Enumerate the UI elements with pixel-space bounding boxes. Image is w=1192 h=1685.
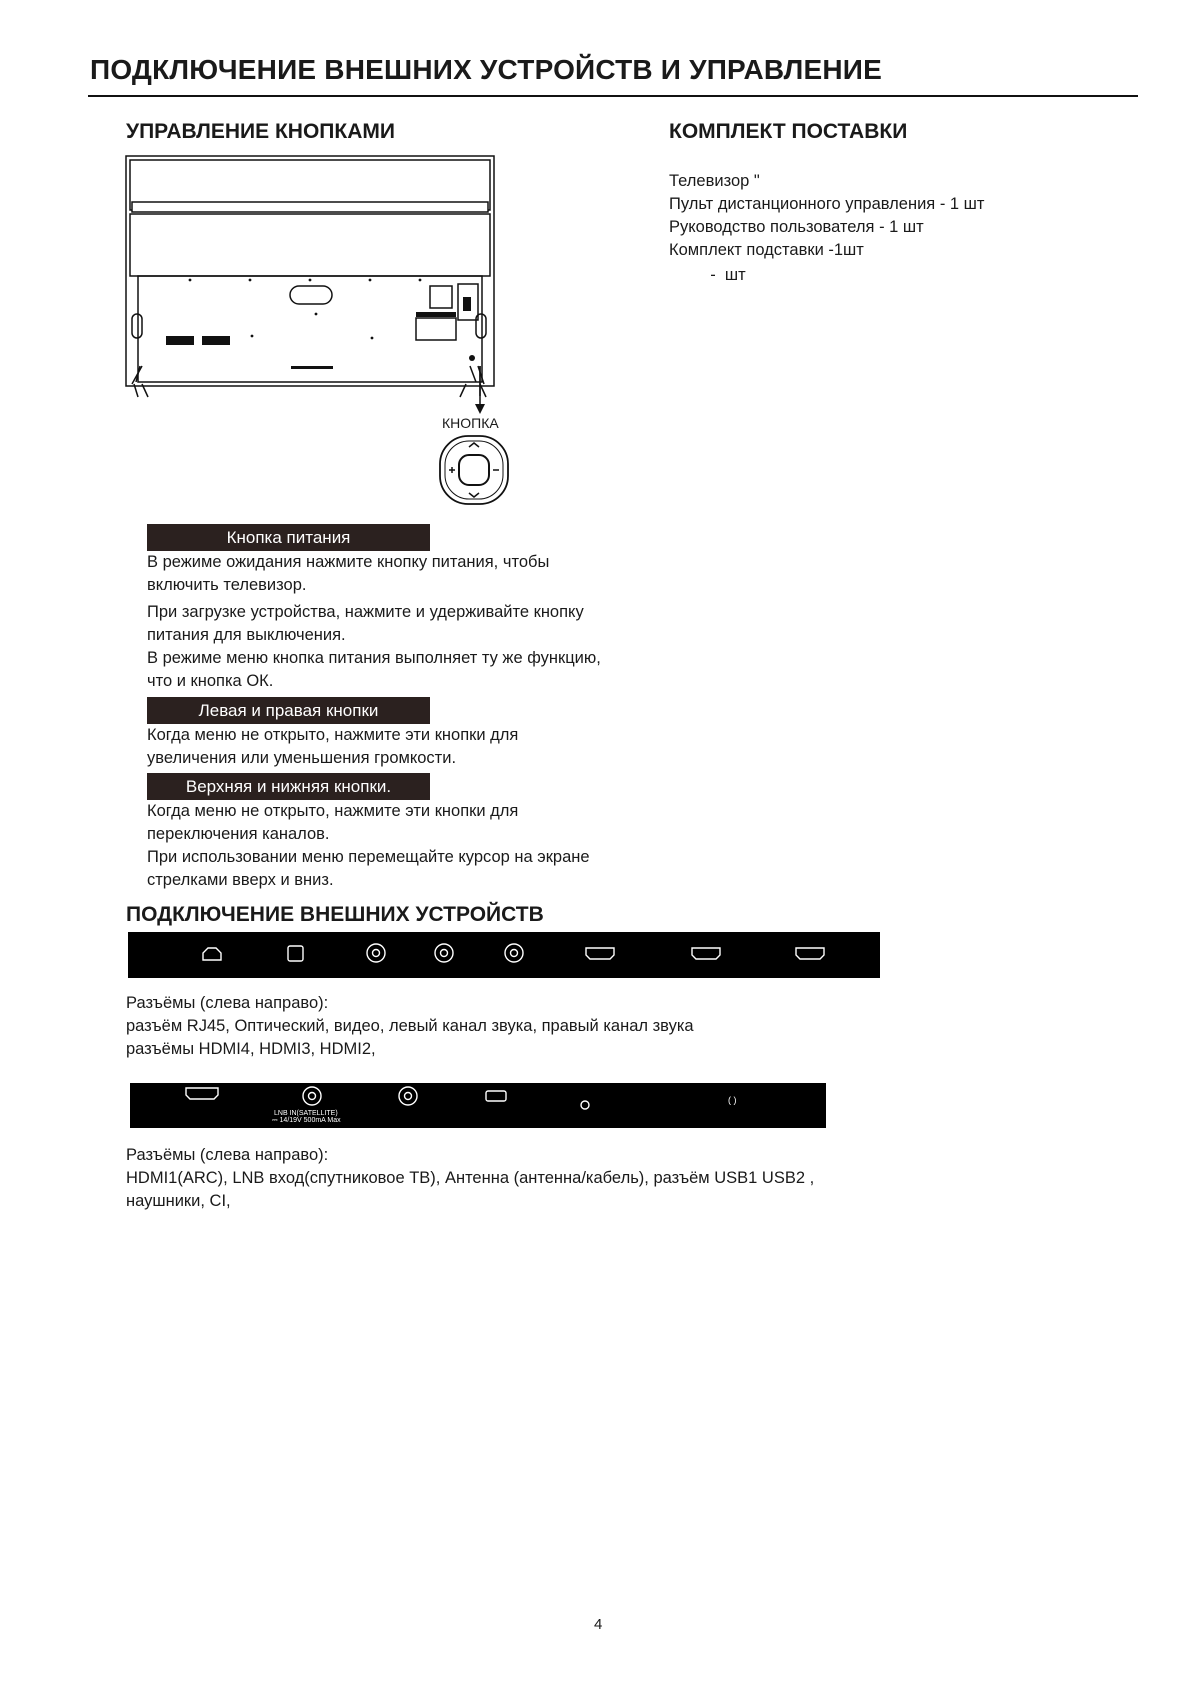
- package-item: Комплект подставки -1шт: [669, 241, 864, 259]
- package-heading: КОМПЛЕКТ ПОСТАВКИ: [669, 120, 908, 143]
- antenna-port-icon: [399, 1087, 417, 1105]
- headphone-port-icon: [581, 1101, 589, 1109]
- left-right-description: [147, 724, 518, 770]
- tv-rear-illustration: [120, 152, 500, 402]
- package-item: Телевизор ": [669, 172, 760, 190]
- text-line: HDMI1(ARC), LNB вход(спутниковое ТВ), Антенна (антенна/кабель), разъём USB1 USB2 ,: [126, 1169, 815, 1187]
- port-panel-2-description: [126, 1144, 814, 1213]
- hdmi4-port-icon: [586, 948, 614, 959]
- package-list: [669, 170, 984, 287]
- port-panel-1-description: [126, 992, 694, 1061]
- package-item: Руководство пользователя - 1 шт: [669, 218, 924, 236]
- arrow-down-icon: [470, 366, 490, 416]
- lnb-voltage-label: ⎓ 14/19V 500mA Max: [272, 1117, 341, 1124]
- port-panel-1-icons: [128, 932, 880, 978]
- text-line: При использовании меню перемещайте курсор на экране: [147, 848, 590, 866]
- left-right-buttons-bar: Левая и правая кнопки: [147, 697, 430, 724]
- audio-left-port-icon: [435, 944, 453, 962]
- text-line: что и кнопка ОК.: [147, 672, 274, 690]
- text-line: разъёмы HDMI4, HDMI3, HDMI2,: [126, 1040, 376, 1058]
- hdmi1-arc-port-icon: [186, 1088, 218, 1099]
- port-panel-2-icons: [130, 1083, 826, 1128]
- text-line: увеличения или уменьшения громкости.: [147, 749, 457, 767]
- connections-heading: ПОДКЛЮЧЕНИЕ ВНЕШНИХ УСТРОЙСТВ: [126, 903, 544, 926]
- page-title: ПОДКЛЮЧЕНИЕ ВНЕШНИХ УСТРОЙСТВ И УПРАВЛЕНИЕ: [90, 54, 882, 85]
- joystick-button-icon: [438, 434, 510, 506]
- text-line: разъём RJ45, Оптический, видео, левый канал звука, правый канал звука: [126, 1017, 694, 1035]
- audio-right-port-icon: [505, 944, 523, 962]
- up-down-buttons-bar: Верхняя и нижняя кнопки.: [147, 773, 430, 800]
- text-line: Разъёмы (слева направо):: [126, 994, 329, 1012]
- package-item: Пульт дистанционного управления - 1 шт: [669, 195, 985, 213]
- lnb-port-icon: [303, 1087, 321, 1105]
- up-down-description: [147, 800, 590, 892]
- optical-port-icon: [288, 946, 303, 961]
- power-button-bar: Кнопка питания: [147, 524, 430, 551]
- port-panel-2: [130, 1083, 826, 1128]
- text-line: включить телевизор.: [147, 576, 307, 594]
- hdmi2-port-icon: [796, 948, 824, 959]
- page-number: 4: [594, 1616, 603, 1633]
- text-line: питания для выключения.: [147, 626, 346, 644]
- text-line: наушники, CI,: [126, 1192, 231, 1210]
- video-port-icon: [367, 944, 385, 962]
- text-line: Разъёмы (слева направо):: [126, 1146, 329, 1164]
- power-button-description: [147, 551, 601, 693]
- hdmi3-port-icon: [692, 948, 720, 959]
- text-line: При загрузке устройства, нажмите и удерживайте кнопку: [147, 603, 584, 621]
- rj45-port-icon: [203, 948, 221, 960]
- text-line: В режиме меню кнопка питания выполняет ту же функцию,: [147, 649, 601, 667]
- text-line: Когда меню не открыто, нажмите эти кнопки для: [147, 802, 519, 820]
- lnb-label: LNB IN(SATELLITE): [274, 1110, 338, 1117]
- text-line: переключения каналов.: [147, 825, 330, 843]
- port-panel-1: [128, 932, 880, 978]
- package-item: - шт: [669, 266, 746, 284]
- ci-slot-marks: ( ): [728, 1095, 737, 1105]
- text-line: стрелками вверх и вниз.: [147, 871, 334, 889]
- button-label: КНОПКА: [442, 415, 499, 431]
- button-control-heading: УПРАВЛЕНИЕ КНОПКАМИ: [126, 120, 395, 143]
- usb-port-icon: [486, 1091, 506, 1101]
- text-line: В режиме ожидания нажмите кнопку питания, чтобы: [147, 553, 550, 571]
- text-line: Когда меню не открыто, нажмите эти кнопки для: [147, 726, 519, 744]
- title-rule: [88, 95, 1138, 97]
